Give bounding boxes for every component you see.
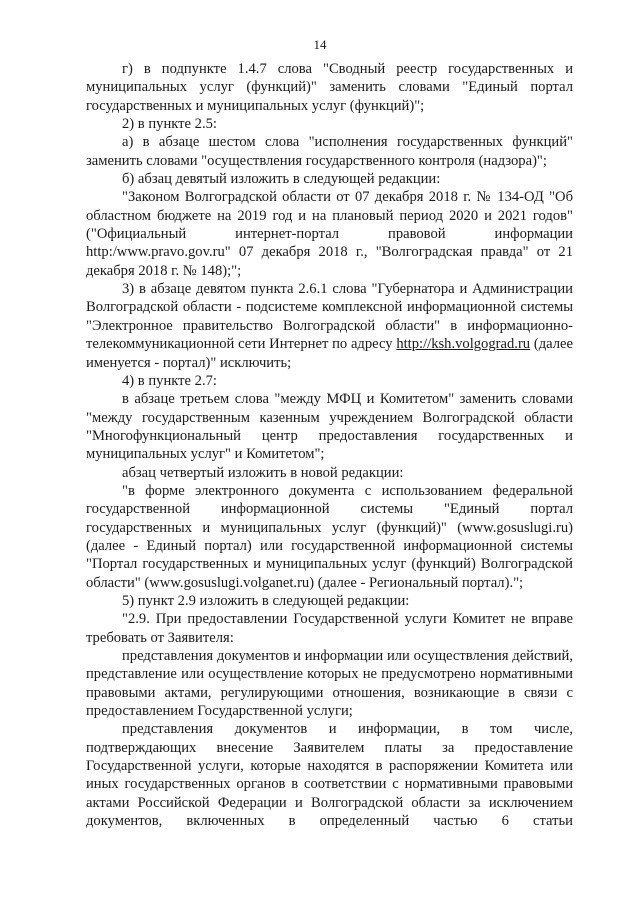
document-body [86,60,573,830]
page-number: 14 [313,37,327,52]
paragraph-representation-1: представления документов и информации или осуществления действий, представление или осуществление которых не предусмотрено нормативными правовыми актами, регулирующими отношения, возникающие в связи с предоставлением Государственной услуги; [86,648,573,720]
paragraph-item-3 [86,280,573,372]
paragraph-abzac-3: в абзаце третьем слова "между МФЦ и Комитетом" заменить словами "между государственным казенным учреждением Волгоградской области "Многофункциональный центр предоставления государственных и муниципальных услуг" и Комитетом"; [86,391,573,463]
paragraph-electronic-document: "в форме электронного документа с использованием федеральной государственной информационной системы "Единый портал государственных и муниципальных услуг (функций)" (www.gosuslugi.ru) (далее - Единый портал) или государственной информационной системы "Портал государственных и муниципальных услуг (функций) Волгоградской области" (www.gosuslugi.volganet.ru) (далее - Региональный портал)."; [86,482,573,591]
paragraph-representation-2: представления документов и информации, в том числе, подтверждающих внесение Заявителем платы за предоставление Государственной услуги, которые находятся в распоряжении Комитета или иных государственных органов в соответствии с нормативными правовыми актами Российской Федерации и Волгоградской области за исключением документов, включенных в определенный частью 6 статьи [86,721,573,830]
paragraph-law-citation: "Законом Волгоградской области от 07 декабря 2018 г. № 134-ОД "Об областном бюджете на 2019 год и на плановый период 2020 и 2021 годов" ("Официальный интернет-портал правовой информации http:/www.pravo.gov.ru" 07 декабря 2018 г., "Волгоградская правда" от 21 декабря 2018 г. № 148);"; [86,189,573,279]
paragraph-item-2-7: 4) в пункте 2.7: [122,372,217,389]
paragraph-a-abzac-6: а) в абзаце шестом слова "исполнения государственных функций" заменить словами "осуществления государственного контроля (надзора)"; [86,134,573,169]
ksh-volgograd-link[interactable]: http://ksh.volgograd.ru [396,336,531,353]
paragraph-item-2-5: 2) в пункте 2.5: [122,116,217,133]
item-3-text: 3) в абзаце девятом пункта 2.6.1 слова "Губернатора и Администрации Волгоградской области - подсистеме комплексной информационной системы "Электронное правительство Волгоградской области" в информационно-телекоммуникационной сети Интернет по адресу [86,281,573,353]
paragraph-item-2-9-intro: 5) пункт 2.9 изложить в следующей редакции: [122,592,410,609]
paragraph-abzac-4-intro: абзац четвертый изложить в новой редакции: [122,464,404,481]
paragraph-2-9-text: "2.9. При предоставлении Государственной услуги Комитет не вправе требовать от Заявителя: [86,611,573,646]
item-3-tail: (далее именуется - портал)" исключить; [86,336,573,371]
paragraph-b-abzac-9: б) абзац девятый изложить в следующей редакции: [122,171,441,188]
paragraph-g-subitem-1-4-7: г) в подпункте 1.4.7 слова "Сводный реестр государственных и муниципальных услуг (функций)" заменить словами "Единый портал государственных и муниципальных услуг (функций)"; [86,61,573,114]
